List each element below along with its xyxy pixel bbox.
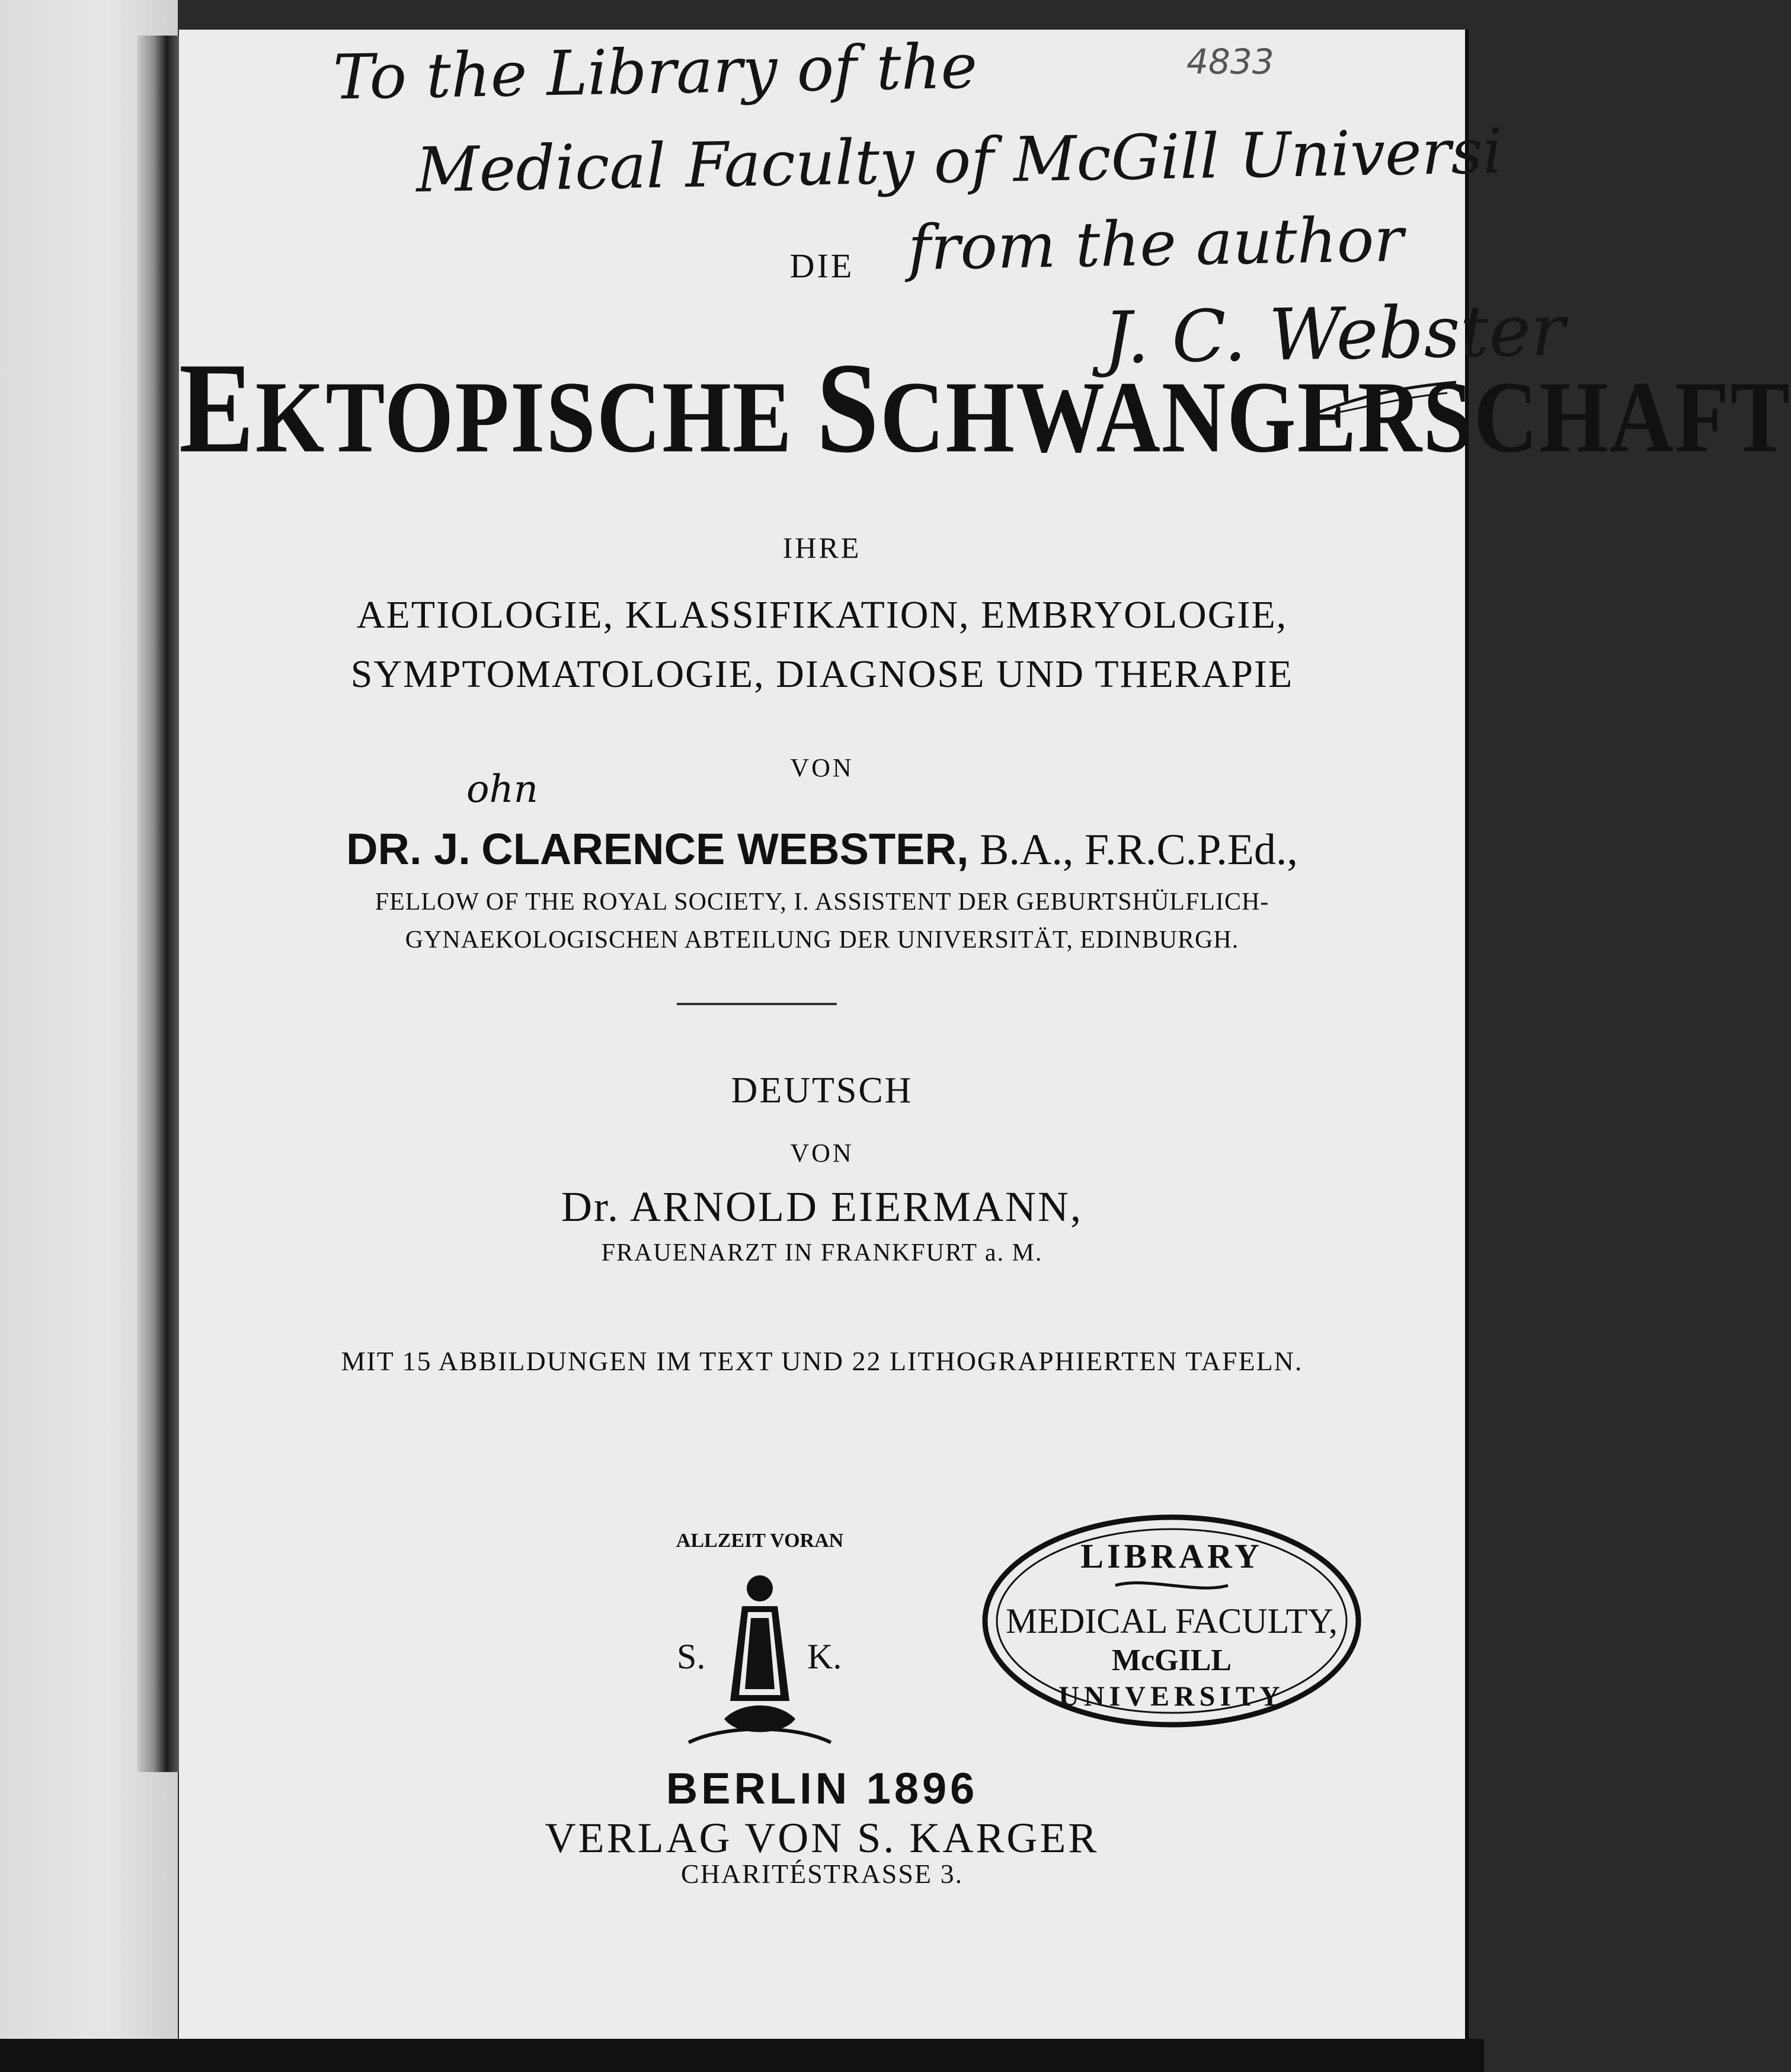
author-name: CLARENCE WEBSTER, [481, 824, 969, 874]
publisher-initial-s: S. [677, 1637, 706, 1676]
stamp-lower: McGILL [1111, 1643, 1232, 1677]
main-title-part-2: CHWANGERSCHAFT [880, 360, 1791, 474]
subtitle-intro: IHRE [782, 531, 862, 564]
library-stamp [979, 1511, 1364, 1731]
inscription-line-3: from the author [907, 203, 1404, 284]
author-signature: J. C. Webster [1102, 289, 1566, 380]
title-page [179, 30, 1791, 2063]
handwritten-insert: ohn [466, 768, 538, 811]
inscription-line-2: Medical Faculty of McGill Universi [415, 115, 1503, 206]
main-title-part-1: KTOPISCHE [255, 360, 817, 474]
publisher-initial-k: K. [807, 1637, 842, 1676]
imprint-address: CHARITÉSTRASSE 3. [680, 1859, 964, 1889]
by-label: VON [790, 753, 854, 782]
translated-by-label: VON [790, 1139, 854, 1168]
publisher-motto: ALLZEIT VORAN [676, 1530, 844, 1552]
imprint-city-year: BERLIN 1896 [666, 1764, 978, 1813]
stamp-top: LIBRARY [1080, 1537, 1263, 1575]
stamp-middle: MEDICAL FACULTY, [1005, 1601, 1338, 1641]
author-affiliation-line-1: FELLOW OF THE ROYAL SOCIETY, I. ASSISTENT DER GEBURTSHÜLFLICH- [375, 888, 1269, 916]
inscription-line-1: To the Library of the [332, 30, 978, 114]
accession-number: 4833 [1186, 41, 1274, 82]
book-spine-shadow [137, 36, 179, 1772]
translator-affiliation: FRAUENARZT IN FRANKFURT a. M. [601, 1239, 1043, 1267]
main-title-initial-e: E [179, 337, 255, 480]
author-affiliation-line-2: GYNAEKOLOGISCHEN ABTEILUNG DER UNIVERSITÄT, EDINBURGH. [405, 926, 1239, 954]
author-prefix: DR. J. [346, 824, 471, 874]
stamp-bottom: UNIVERSITY [1058, 1681, 1285, 1712]
translator-name: Dr. ARNOLD EIERMANN, [561, 1183, 1083, 1230]
publisher-device [653, 1523, 866, 1760]
title-article: DIE [789, 247, 855, 285]
divider-rule [677, 1003, 837, 1005]
scan-bottom-edge [0, 2039, 1484, 2072]
main-title-initial-s: S [816, 337, 881, 480]
author-degrees: B.A., F.R.C.P.Ed., [980, 826, 1298, 874]
illustrations-note: MIT 15 ABBILDUNGEN IM TEXT UND 22 LITHOGRAPHIERTEN TAFELN. [341, 1346, 1303, 1376]
imprint-publisher: VERLAG VON S. KARGER [545, 1814, 1099, 1862]
author-line [179, 824, 1465, 875]
subtitle-line-1: AETIOLOGIE, KLASSIFIKATION, EMBRYOLOGIE, [356, 593, 1288, 637]
subtitle-line-2: SYMPTOMATOLOGIE, DIAGNOSE UND THERAPIE [350, 653, 1294, 696]
translation-label: DEUTSCH [731, 1070, 913, 1111]
